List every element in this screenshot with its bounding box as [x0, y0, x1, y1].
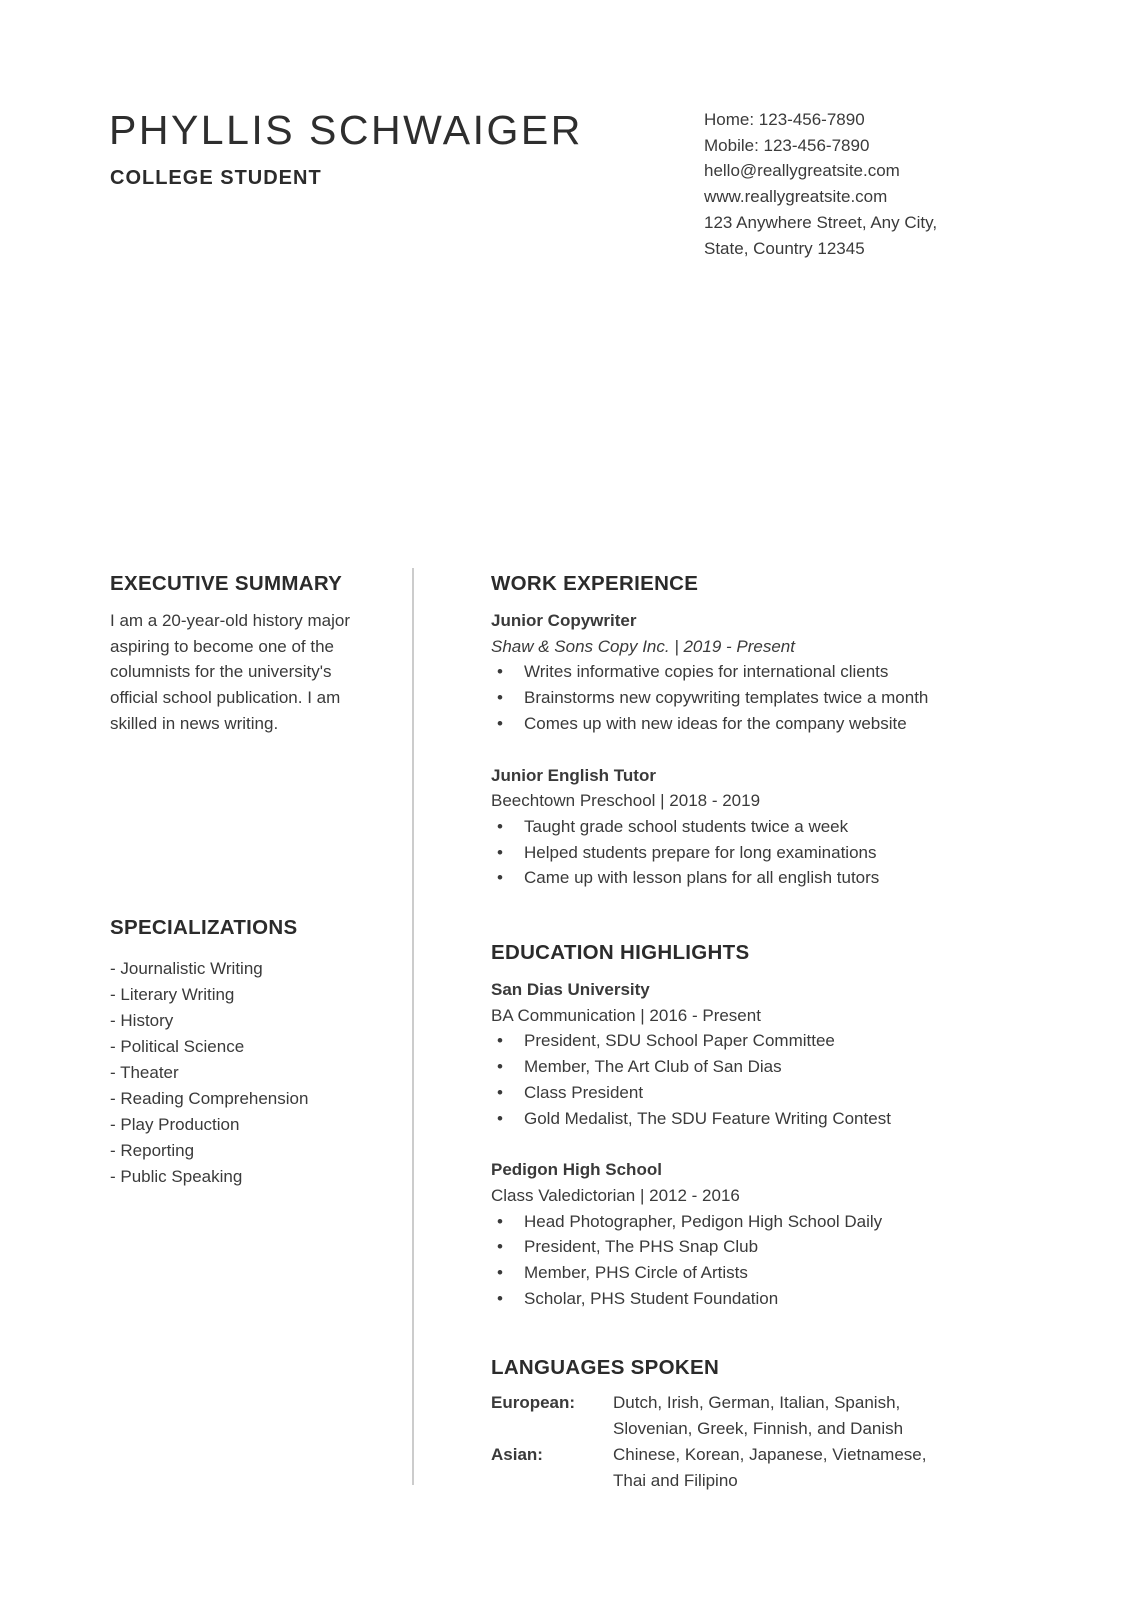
right-column [491, 570, 1057, 1493]
work-entry [491, 763, 1057, 892]
bullet-text: Taught grade school students twice a week [524, 816, 849, 836]
school-subtitle: Class Valedictorian | 2012 - 2016 [491, 1185, 740, 1205]
list-item: - Play Production [110, 1114, 240, 1134]
bullet-text: Member, The Art Club of San Dias [524, 1057, 782, 1077]
section-languages-spoken [491, 1354, 1057, 1493]
list-item [491, 685, 1057, 711]
list-item: - Journalistic Writing [110, 958, 263, 978]
work-entry [491, 608, 1057, 737]
education-entry [491, 1157, 1057, 1311]
contact-website: www.reallygreatsite.com [704, 187, 888, 207]
education-entry [491, 977, 1057, 1131]
work-experience-heading: WORK EXPERIENCE [491, 572, 699, 595]
languages-heading: LANGUAGES SPOKEN [491, 1356, 720, 1380]
section-work-experience [491, 570, 1057, 891]
specializations-list [110, 956, 402, 1190]
executive-summary-heading: EXECUTIVE SUMMARY [110, 572, 343, 595]
section-specializations [110, 914, 402, 1190]
list-item [491, 1286, 1057, 1312]
bullet-text: Helped students prepare for long examinations [524, 842, 877, 862]
contact-address-line1: 123 Anywhere Street, Any City, [704, 212, 938, 232]
list-item [491, 814, 1057, 840]
list-item [491, 1260, 1057, 1286]
bullet-text: Comes up with new ideas for the company website [524, 713, 907, 733]
bullet-text: Class President [524, 1082, 644, 1102]
language-group-label: European: [491, 1393, 576, 1413]
school-title: San Dias University [491, 980, 650, 1000]
list-item [491, 1054, 1057, 1080]
list-item [491, 711, 1057, 737]
bullet-text: Came up with lesson plans for all english tutors [524, 868, 880, 888]
resume-role: COLLEGE STUDENT [110, 167, 322, 189]
languages-table [491, 1390, 1057, 1493]
list-item [491, 1106, 1057, 1132]
education-heading: EDUCATION HIGHLIGHTS [491, 941, 750, 965]
school-title: Pedigon High School [491, 1160, 662, 1180]
executive-summary-text: I am a 20-year-old history major aspiring to become one of the columnists for the university's official school publication. I am skilled in news writing. [110, 611, 350, 733]
list-item: - History [110, 1010, 174, 1030]
contact-email: hello@reallygreatsite.com [704, 161, 900, 181]
list-item: - Reading Comprehension [110, 1088, 309, 1108]
list-item [491, 865, 1057, 891]
specializations-heading: SPECIALIZATIONS [110, 915, 298, 939]
table-row [491, 1390, 1057, 1441]
bullet-text: Brainstorms new copywriting templates twice a month [524, 688, 929, 708]
bullet-text: Writes informative copies for international clients [524, 662, 889, 682]
bullet-text: Scholar, PHS Student Foundation [524, 1288, 779, 1308]
bullet-text: Gold Medalist, The SDU Feature Writing Contest [524, 1108, 891, 1128]
contact-home-phone: Home: 123-456-7890 [704, 110, 865, 129]
language-group-value: Dutch, Irish, German, Italian, Spanish, Slovenian, Greek, Finnish, and Danish [613, 1393, 904, 1439]
section-executive-summary [110, 570, 402, 737]
list-item [491, 659, 1057, 685]
language-group-value: Chinese, Korean, Japanese, Vietnamese, Thai and Filipino [613, 1444, 927, 1490]
list-item: - Political Science [110, 1036, 245, 1056]
list-item [491, 1209, 1057, 1235]
list-item [491, 1080, 1057, 1106]
job-subtitle: Shaw & Sons Copy Inc. | 2019 - Present [491, 636, 795, 656]
bullet-text: President, SDU School Paper Committee [524, 1031, 835, 1051]
bullet-text: Head Photographer, Pedigon High School Daily [524, 1211, 883, 1231]
left-column [110, 570, 402, 1190]
column-divider [412, 568, 414, 1485]
school-subtitle: BA Communication | 2016 - Present [491, 1005, 761, 1025]
contact-address-line2: State, Country 12345 [704, 238, 865, 258]
contact-block [704, 107, 1034, 261]
resume-name: PHYLLIS SCHWAIGER [109, 107, 583, 153]
job-title: Junior Copywriter [491, 611, 637, 630]
table-row [491, 1442, 1057, 1493]
section-education-highlights [491, 939, 1057, 1311]
bullet-text: Member, PHS Circle of Artists [524, 1263, 748, 1283]
job-subtitle: Beechtown Preschool | 2018 - 2019 [491, 791, 761, 811]
list-item: - Theater [110, 1062, 179, 1082]
bullet-text: President, The PHS Snap Club [524, 1237, 759, 1257]
list-item: - Literary Writing [110, 984, 235, 1004]
list-item [491, 1028, 1057, 1054]
contact-mobile-phone: Mobile: 123-456-7890 [704, 135, 870, 155]
list-item [491, 1234, 1057, 1260]
list-item: - Reporting [110, 1140, 195, 1160]
list-item [491, 840, 1057, 866]
job-title: Junior English Tutor [491, 765, 656, 785]
language-group-label: Asian: [491, 1444, 543, 1464]
list-item: - Public Speaking [110, 1166, 243, 1186]
